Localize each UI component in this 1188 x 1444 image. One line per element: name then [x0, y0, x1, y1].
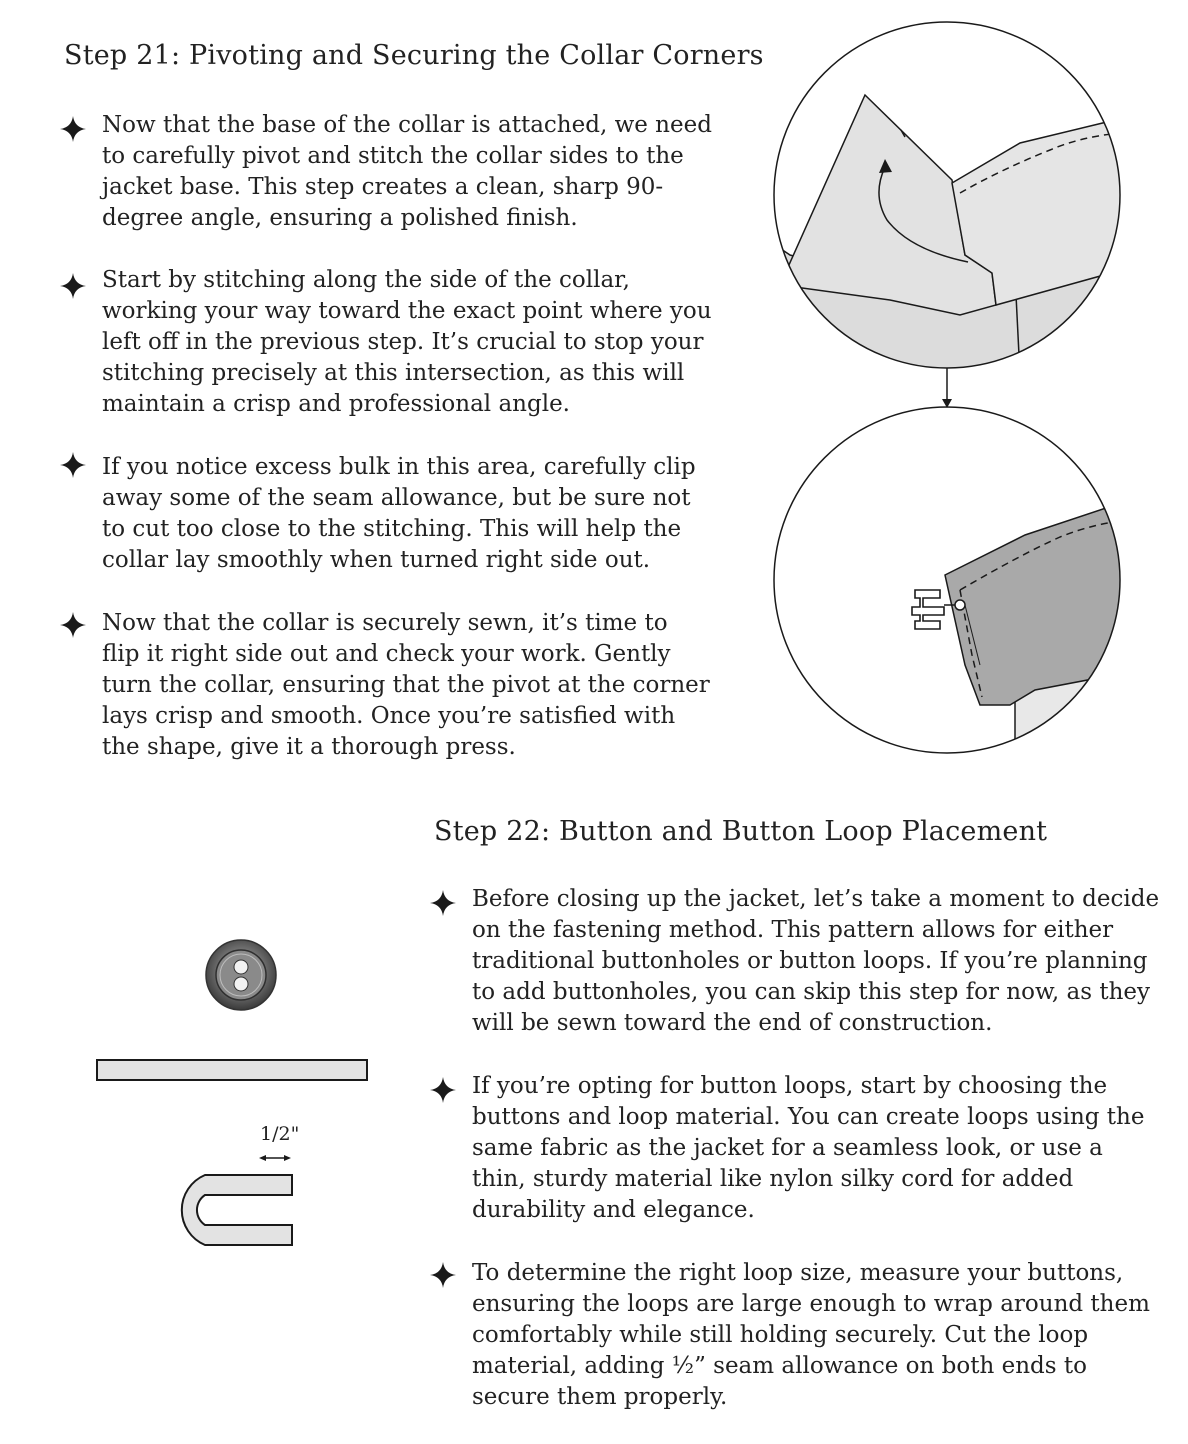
- step-22-bullet-2: [472, 1071, 1162, 1226]
- step-21-bullet-1: [102, 110, 712, 234]
- bullet-text: Before closing up the jacket, let’s take a moment to decide on the fastening method. This pattern allows for either traditional buttonholes or button loops. If you’re planning to add buttonholes, you can skip this step for now, as they will be sewn toward the end of construction.: [472, 886, 1160, 1036]
- step-21-bullet-4: [102, 608, 712, 763]
- bullet-text: If you notice excess bulk in this area, carefully clip away some of the seam allowance, but be sure not to cut too close to the stitching. This will help the collar lay smoothly when turned right side out.: [102, 454, 696, 573]
- step-22-title: Step 22: Button and Button Loop Placement: [434, 816, 1048, 847]
- bullet-text: Now that the base of the collar is attached, we need to carefully pivot and stitch the collar sides to the jacket base. This step creates a clean, sharp 90-degree angle, ensuring a polished finish.: [102, 112, 712, 231]
- collar-pivot-detail-top: [760, 95, 1140, 435]
- step-21-bullet-3: [102, 452, 712, 576]
- four-point-star-icon: [430, 890, 456, 916]
- four-point-star-icon: [60, 452, 86, 478]
- four-point-star-icon: [60, 116, 86, 142]
- bullet-text: To determine the right loop size, measure your buttons, ensuring the loops are large enough to wrap around them comfortably while still holding securely. Cut the loop material, adding ½” seam allowance on both ends to secure them properly.: [472, 1260, 1150, 1410]
- bullet-text: If you’re opting for button loops, start by choosing the buttons and loop material. You can create loops using the same fabric as the jacket for a seamless look, or use a thin, sturdy material like nylon silky cord for added durability and elegance.: [472, 1073, 1145, 1223]
- four-point-star-icon: [430, 1262, 456, 1288]
- folded-loop: [182, 1175, 292, 1245]
- four-point-star-icon: [430, 1077, 456, 1103]
- loop-measurement-label: 1/2": [260, 1123, 300, 1145]
- step-21-title: Step 21: Pivoting and Securing the Collar Corners: [64, 40, 764, 71]
- bullet-text: Now that the collar is securely sewn, it’s time to flip it right side out and check your work. Gently turn the collar, ensuring that the pivot at the corner lays crisp and smooth. Once you’re satisfied with the shape, give it a thorough press.: [102, 610, 710, 760]
- button-icon: [206, 940, 276, 1010]
- step-22-bullet-3: [472, 1258, 1162, 1413]
- button-loop-illustration: [80, 930, 400, 1260]
- step-22-bullet-1: [472, 884, 1162, 1039]
- measurement-arrow-icon: [259, 1155, 291, 1161]
- step-21-bullet-2: [102, 265, 712, 420]
- loop-strip: [97, 1060, 367, 1080]
- four-point-star-icon: [60, 612, 86, 638]
- four-point-star-icon: [60, 273, 86, 299]
- collar-pivot-illustration: [760, 15, 1140, 765]
- collar-pivot-detail-bottom: [912, 503, 1140, 765]
- bullet-text: Start by stitching along the side of the collar, working your way toward the exact point where you left off in the previous step. It’s crucial to stop your stitching precisely at this intersection, as this will maintain a crisp and professional angle.: [102, 267, 712, 417]
